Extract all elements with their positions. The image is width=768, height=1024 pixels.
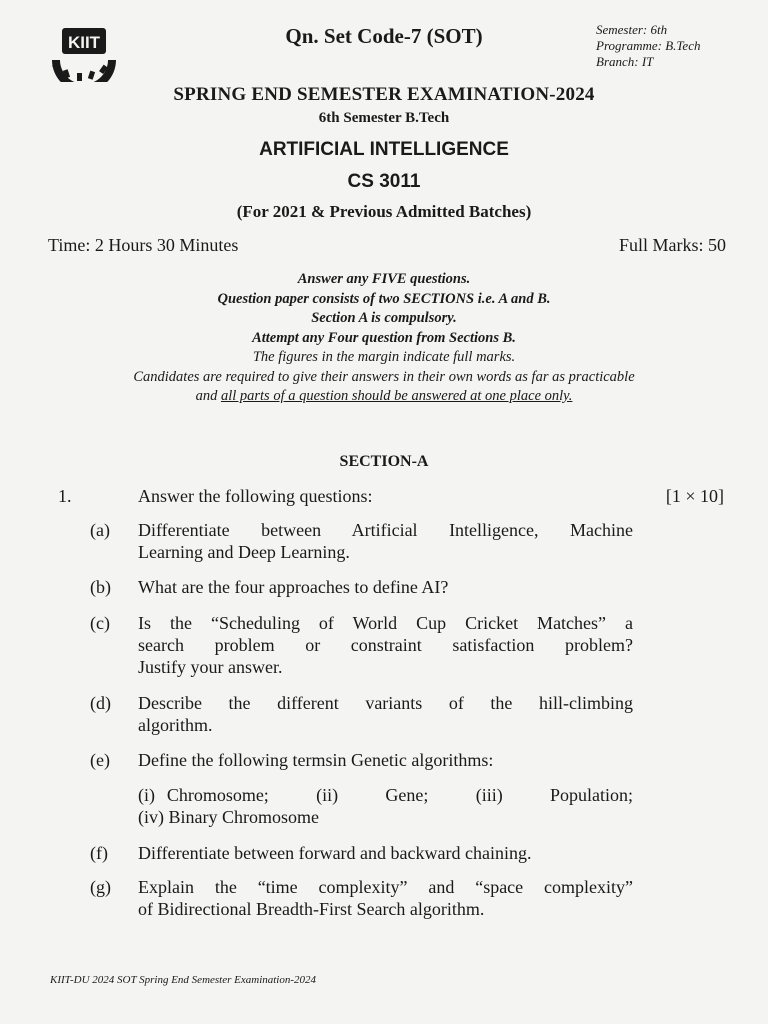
instruction-prefix: and bbox=[195, 388, 221, 404]
part-line: search problem or constraint satisfaction problem? bbox=[138, 635, 633, 655]
part-line: algorithm. bbox=[138, 715, 213, 735]
instruction-line bbox=[0, 387, 768, 407]
part-label: (g) bbox=[90, 877, 111, 897]
part-label: (a) bbox=[90, 520, 110, 540]
instruction-line: Candidates are required to give their answers in their own words as far as practicable bbox=[133, 368, 635, 385]
part-label: (c) bbox=[90, 613, 110, 633]
full-marks: Full Marks: 50 bbox=[618, 235, 726, 255]
semester-meta: Semester: 6th bbox=[596, 22, 668, 37]
part-line: Define the following termsin Genetic algorithms: bbox=[138, 750, 494, 770]
question-number: 1. bbox=[58, 486, 72, 506]
part-line: Explain the “time complexity” and “space complexity” bbox=[138, 877, 633, 897]
programme-meta: Programme: B.Tech bbox=[596, 38, 701, 53]
part-text bbox=[138, 876, 633, 920]
svg-text:KIIT: KIIT bbox=[67, 33, 101, 52]
part-text bbox=[138, 749, 633, 828]
instruction-line: Question paper consists of two SECTIONS i.e. A and B. bbox=[217, 290, 551, 307]
part-line: Justify your answer. bbox=[138, 657, 283, 677]
part-line: Learning and Deep Learning. bbox=[138, 542, 350, 562]
instruction-line: Section A is compulsory. bbox=[311, 310, 457, 326]
instruction-underlined: all parts of a question should be answered at one place only. bbox=[220, 388, 573, 404]
page-footer: KIIT-DU 2024 SOT Spring End Semester Examination-2024 bbox=[50, 974, 317, 986]
question-marks: [1 × 10] bbox=[665, 486, 724, 506]
part-label: (d) bbox=[90, 693, 111, 713]
part-line: (iv) Binary Chromosome bbox=[138, 807, 319, 827]
part-label: (b) bbox=[90, 577, 111, 597]
section-title: SECTION-A bbox=[339, 453, 429, 470]
instruction-line: Attempt any Four question from Sections B. bbox=[252, 329, 516, 346]
set-code: Qn. Set Code-7 (SOT) bbox=[285, 24, 483, 48]
instructions bbox=[0, 270, 768, 407]
part-line: Is the “Scheduling of World Cup Cricket Matches” a bbox=[138, 613, 633, 633]
part-label: (e) bbox=[90, 750, 110, 770]
semester-line: 6th Semester B.Tech bbox=[318, 110, 450, 126]
exam-title: SPRING END SEMESTER EXAMINATION-2024 bbox=[173, 84, 595, 105]
part-line: of Bidirectional Breadth-First Search algorithm. bbox=[138, 899, 485, 919]
exam-meta bbox=[596, 22, 700, 70]
part-text bbox=[138, 842, 633, 864]
batches-note: (For 2021 & Previous Admitted Batches) bbox=[236, 202, 532, 221]
part-text bbox=[138, 692, 633, 736]
instruction-line: Answer any FIVE questions. bbox=[297, 271, 471, 287]
course-code: CS 3011 bbox=[347, 171, 421, 192]
part-line: Describe the different variants of the hill-climbing bbox=[138, 693, 633, 713]
subject-title: ARTIFICIAL INTELLIGENCE bbox=[259, 139, 509, 160]
exam-time: Time: 2 Hours 30 Minutes bbox=[48, 235, 239, 255]
part-line: (i) Chromosome; (ii) Gene; (iii) Population; bbox=[138, 785, 633, 805]
part-line: What are the four approaches to define AI? bbox=[138, 577, 449, 597]
part-label: (f) bbox=[90, 843, 108, 863]
part-line: Differentiate between forward and backward chaining. bbox=[138, 843, 532, 863]
question-text: Answer the following questions: bbox=[138, 486, 373, 506]
part-text bbox=[138, 519, 633, 563]
branch-meta: Branch: IT bbox=[596, 54, 654, 69]
part-line: Differentiate between Artificial Intelligence, Machine bbox=[138, 520, 633, 540]
instruction-line: The figures in the margin indicate full marks. bbox=[252, 349, 516, 365]
part-text bbox=[138, 612, 633, 678]
part-text bbox=[138, 576, 633, 598]
